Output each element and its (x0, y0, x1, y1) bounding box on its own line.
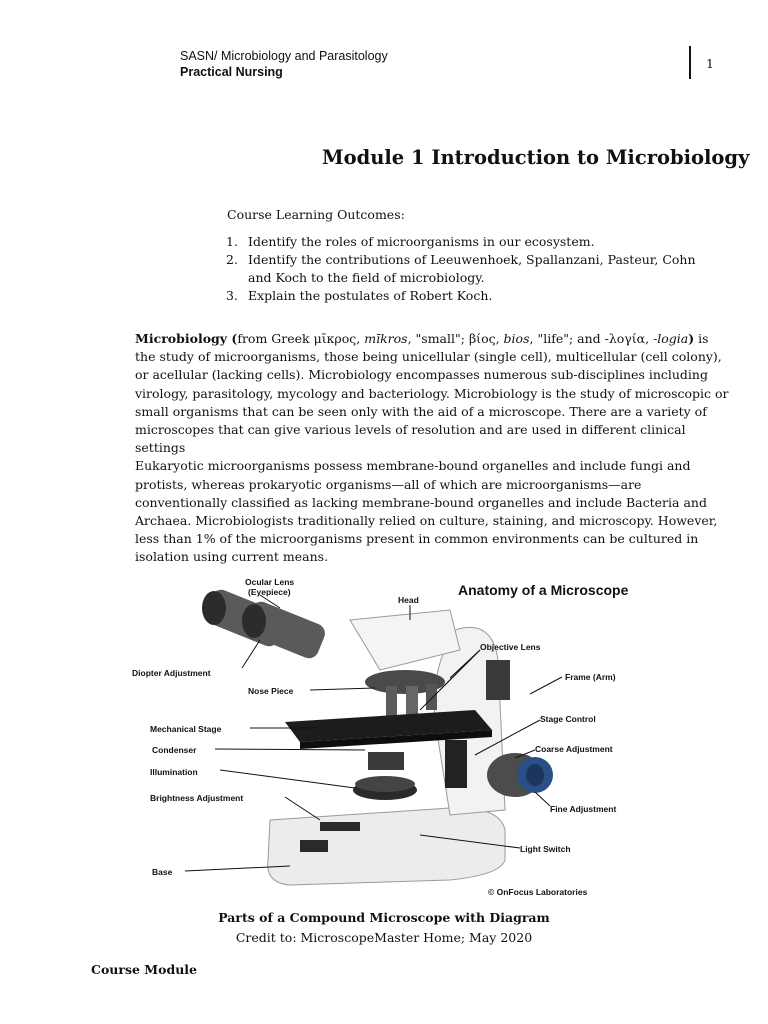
outcome-number: 3. (226, 288, 238, 303)
etymology-text: , "life"; and -λογία, (529, 331, 654, 346)
label-fine-adjustment: Fine Adjustment (550, 804, 617, 814)
outcome-text: Identify the roles of microorganisms in our ecosystem. (248, 234, 595, 249)
figure-caption-title: Parts of a Compound Microscope with Diagram (218, 910, 550, 925)
label-base: Base (152, 867, 173, 877)
arm-label-plate (486, 660, 510, 700)
etymology-text: from Greek μῑκρος, (237, 331, 365, 346)
objective-lens (386, 686, 397, 716)
outcome-text: Explain the postulates of Robert Koch. (248, 288, 493, 303)
paren-close: ) (688, 331, 695, 346)
outcome-item (226, 251, 706, 287)
paragraph-eukaryotic: Eukaryotic microorganisms possess membrane-bound organelles and include fungi and protists, whereas prokaryotic organisms—all of which are microorganisms—are conventionally classified as lacking membrane-bound organelles and include Bacteria and Archaea. Microbiologists traditionally relied on culture, staining, and microscopy. However, less than 1% of the microorganisms present in common environments can be cultured in isolation using current means. (135, 458, 718, 565)
base-plate (300, 840, 328, 852)
microscope-diagram (120, 570, 650, 910)
objective-lens (426, 684, 437, 710)
paren-open: ( (227, 331, 238, 346)
fine-knob-center (526, 764, 544, 786)
label-nose-piece: Nose Piece (248, 686, 294, 696)
paragraph-intro-text: is the study of microorganisms, those being unicellular (single cell), multicellular (cell colony), or acellular (lacking cells). Microbiology encompasses numerous sub-disciplines including virology, parasitology, mycology and bacteriology. Microbiology is the study of microscopic or small organisms that can be seen only with the aid of a microscope. There are a variety of microscopes that can give various levels of resolution and are used in different clinical settings (135, 331, 729, 456)
label-ocular-lens: Ocular Lens (245, 577, 295, 587)
outcomes-heading: Course Learning Outcomes: (227, 207, 405, 222)
label-mechanical-stage: Mechanical Stage (150, 724, 222, 734)
diagram-copyright: © OnFocus Laboratories (488, 887, 588, 897)
header-course: SASN/ Microbiology and Parasitology (180, 49, 388, 63)
label-condenser: Condenser (152, 745, 197, 755)
header-divider (689, 46, 691, 79)
etymology-text: , "small"; βίος, (407, 331, 504, 346)
label-eyepiece: (Eyepiece) (248, 587, 291, 597)
outcome-number: 1. (226, 234, 238, 249)
paragraph-intro (91, 330, 731, 457)
figure-caption-credit: Credit to: MicroscopeMaster Home; May 2020 (235, 930, 533, 945)
footer-course-module: Course Module (91, 962, 198, 977)
label-objective-lens: Objective Lens (480, 642, 541, 652)
diagram-title: Anatomy of a Microscope (458, 582, 629, 598)
body-text (91, 330, 731, 567)
label-frame: Frame (Arm) (565, 672, 616, 682)
label-diopter: Diopter Adjustment (132, 668, 211, 678)
outcomes-list (226, 233, 706, 305)
label-head: Head (398, 595, 419, 605)
eyepiece-right-lens (242, 604, 266, 638)
outcome-number: 2. (226, 252, 238, 267)
label-illumination: Illumination (150, 767, 198, 777)
etymology-logia: -logia (653, 331, 689, 346)
outcome-item (226, 287, 706, 305)
condenser (368, 752, 404, 770)
illumination-ring (355, 776, 415, 792)
label-stage-control: Stage Control (540, 714, 596, 724)
brightness-knob (320, 822, 360, 831)
eyepiece-left-lens (202, 591, 226, 625)
outcome-item (226, 233, 706, 251)
running-header (180, 48, 388, 80)
term-microbiology: Microbiology (135, 331, 228, 346)
stage-control (445, 740, 467, 788)
header-program: Practical Nursing (180, 65, 283, 79)
etymology-mikros: mīkros (364, 331, 408, 346)
label-light-switch: Light Switch (520, 844, 571, 854)
etymology-bios: bios (503, 331, 530, 346)
page-number: 1 (706, 56, 714, 71)
outcome-text: Identify the contributions of Leeuwenhoek, Spallanzani, Pasteur, Cohn and Koch to the field of microbiology. (248, 252, 696, 285)
label-coarse-adjustment: Coarse Adjustment (535, 744, 613, 754)
label-brightness-adjustment: Brightness Adjustment (150, 793, 244, 803)
page-title: Module 1 Introduction to Microbiology (322, 146, 750, 169)
